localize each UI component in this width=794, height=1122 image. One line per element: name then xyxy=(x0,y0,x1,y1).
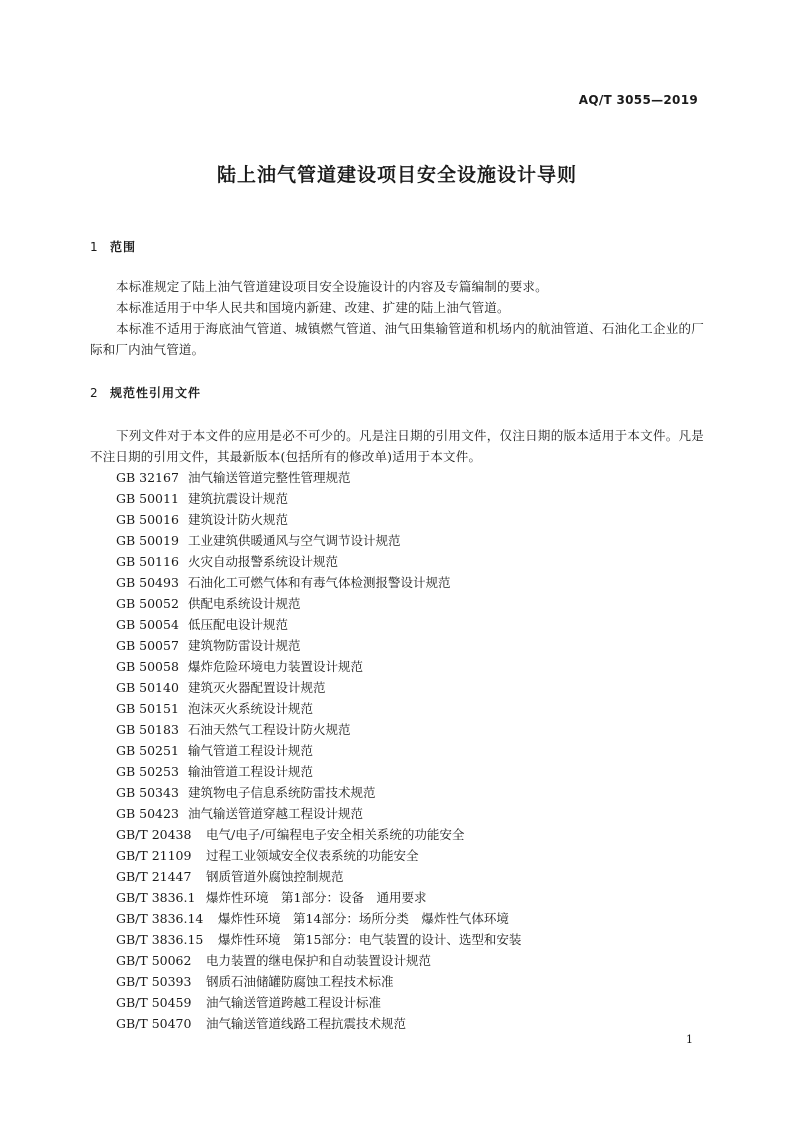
reference-item: GB 50151 泡沫灭火系统设计规范 xyxy=(116,701,314,716)
section-2-intro: 下列文件对于本文件的应用是必不可少的。凡是注日期的引用文件，仅注日期的版本适用于本文件。凡是不注日期的引用文件，其最新版本(包括所有的修改单)适用于本文件。 xyxy=(90,428,704,464)
section-1-heading xyxy=(90,238,136,255)
section-1-number: 1 xyxy=(90,240,99,254)
reference-item: GB 50183 石油天然气工程设计防火规范 xyxy=(116,722,351,737)
reference-item: GB/T 50393 钢质石油储罐防腐蚀工程技术标准 xyxy=(116,974,394,989)
reference-item: GB 50016 建筑设计防火规范 xyxy=(116,512,289,527)
reference-item: GB 50493 石油化工可燃气体和有毒气体检测报警设计规范 xyxy=(116,575,451,590)
reference-item: GB 50140 建筑灭火器配置设计规范 xyxy=(116,680,326,695)
section-2-title: 规范性引用文件 xyxy=(110,386,202,400)
section-1-paragraph-1: 本标准规定了陆上油气管道建设项目安全设施设计的内容及专篇编制的要求。 xyxy=(116,279,548,294)
section-2-number: 2 xyxy=(90,386,99,400)
reference-item: GB 50054 低压配电设计规范 xyxy=(116,617,289,632)
page-number: 1 xyxy=(686,1033,693,1046)
reference-item: GB/T 3836.14 爆炸性环境 第14部分：场所分类 爆炸性气体环境 xyxy=(116,911,509,926)
reference-item: GB/T 50459 油气输送管道跨越工程设计标准 xyxy=(116,995,382,1010)
reference-item: GB 50057 建筑物防雷设计规范 xyxy=(116,638,301,653)
section-1-paragraph-2: 本标准适用于中华人民共和国境内新建、改建、扩建的陆上油气管道。 xyxy=(116,300,510,315)
reference-item: GB/T 20438 电气/电子/可编程电子安全相关系统的功能安全 xyxy=(116,827,465,842)
reference-item: GB 50251 输气管道工程设计规范 xyxy=(116,743,314,758)
reference-item: GB/T 50470 油气输送管道线路工程抗震技术规范 xyxy=(116,1016,407,1031)
reference-item: GB 50253 输油管道工程设计规范 xyxy=(116,764,314,779)
reference-item: GB 50423 油气输送管道穿越工程设计规范 xyxy=(116,806,364,821)
reference-list xyxy=(116,467,521,1034)
standard-code: AQ/T 3055—2019 xyxy=(578,93,698,107)
section-2-heading xyxy=(90,384,201,401)
reference-item: GB/T 21109 过程工业领域安全仪表系统的功能安全 xyxy=(116,848,419,863)
reference-item: GB 50058 爆炸危险环境电力装置设计规范 xyxy=(116,659,364,674)
reference-item: GB/T 21447 钢质管道外腐蚀控制规范 xyxy=(116,869,344,884)
reference-item: GB/T 3836.15 爆炸性环境 第15部分：电气装置的设计、选型和安装 xyxy=(116,932,522,947)
reference-item: GB 50052 供配电系统设计规范 xyxy=(116,596,301,611)
reference-item: GB 32167 油气输送管道完整性管理规范 xyxy=(116,470,351,485)
reference-item: GB 50019 工业建筑供暖通风与空气调节设计规范 xyxy=(116,533,401,548)
section-1-paragraph-3: 本标准不适用于海底油气管道、城镇燃气管道、油气田集输管道和机场内的航油管道、石油化工企业的厂际和厂内油气管道。 xyxy=(90,321,704,357)
section-1-title: 范围 xyxy=(110,240,137,254)
reference-item: GB/T 50062 电力装置的继电保护和自动装置设计规范 xyxy=(116,953,432,968)
reference-item: GB 50116 火灾自动报警系统设计规范 xyxy=(116,554,339,569)
reference-item: GB 50011 建筑抗震设计规范 xyxy=(116,491,289,506)
reference-item: GB/T 3836.1 爆炸性环境 第1部分：设备 通用要求 xyxy=(116,890,427,905)
document-title: 陆上油气管道建设项目安全设施设计导则 xyxy=(216,164,577,186)
reference-item: GB 50343 建筑物电子信息系统防雷技术规范 xyxy=(116,785,376,800)
